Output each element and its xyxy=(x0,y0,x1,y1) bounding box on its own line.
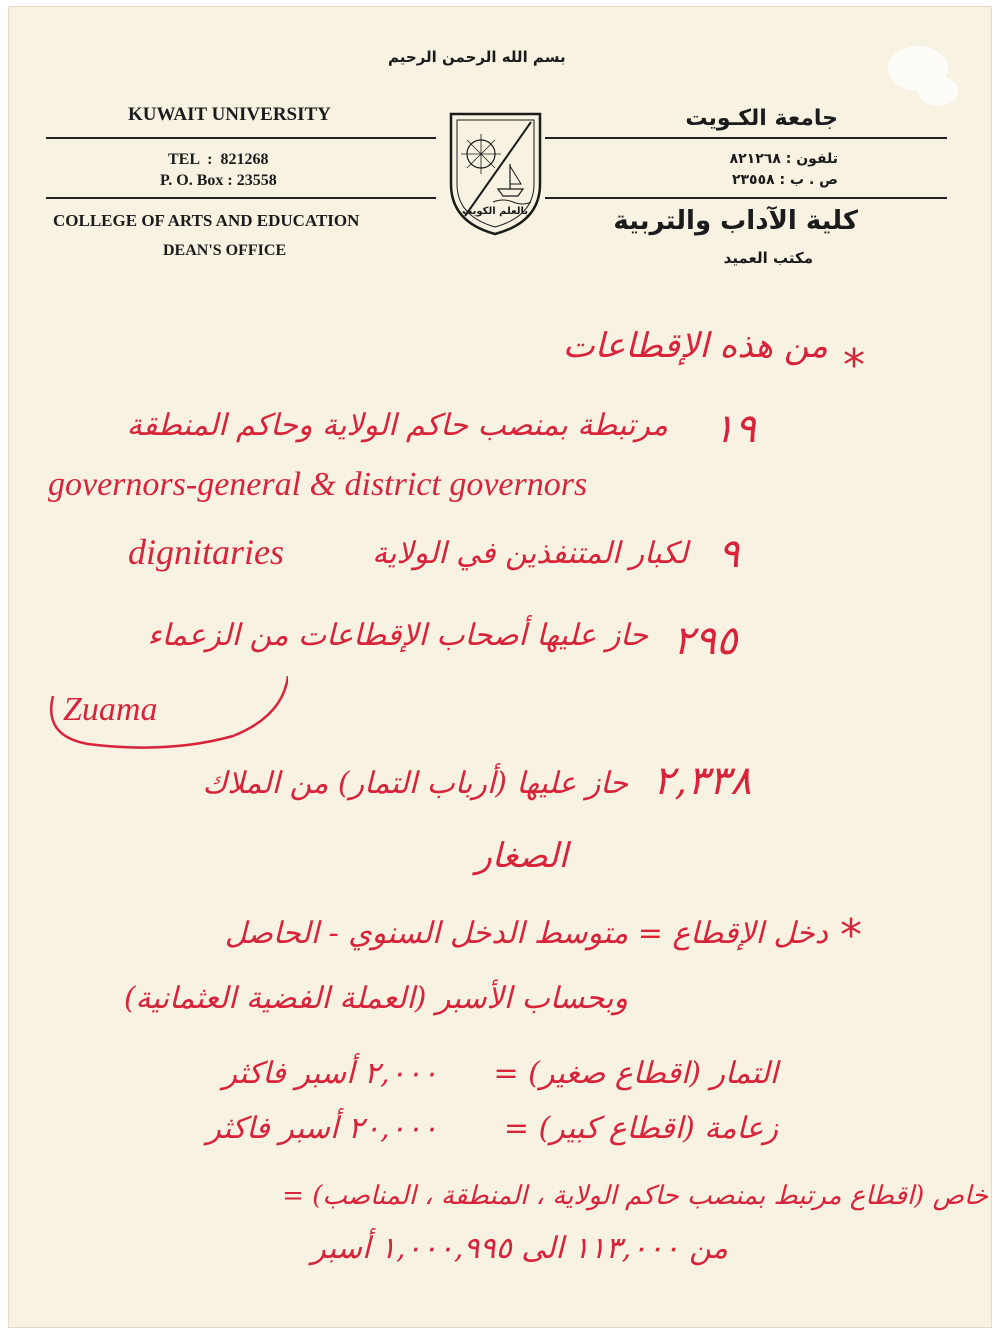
zuama-underline xyxy=(38,666,288,766)
count-19: ١٩ xyxy=(713,406,756,452)
line-5-continuation: الصغار xyxy=(475,836,568,876)
bullet-star-1: * xyxy=(843,340,865,391)
college-name-en: COLLEGE OF ARTS AND EDUCATION xyxy=(53,211,360,230)
header-rule-mid xyxy=(46,197,436,199)
pobox-ar: ص . ب : ٢٣٥٥٨ xyxy=(731,172,838,188)
dean-office-ar: مكتب العميد xyxy=(723,249,813,267)
has-label: خاص (اقطاع مرتبط بمنصب حاكم الولاية ، المنطقة ، المناصب) = xyxy=(282,1181,988,1211)
basmala: بسم الله الرحمن الرحيم xyxy=(388,48,566,66)
notes-heading-2-cont: وبحساب الأسبر (العملة الفضية العثمانية) xyxy=(123,981,628,1016)
count-295: ٢٩٥ xyxy=(673,618,738,664)
college-name-ar: كلية الآداب والتربية xyxy=(613,206,858,236)
telephone-ar: تلفون : ٨٢١٢٦٨ xyxy=(729,151,838,167)
line-5-text: حاز عليها (أرباب التمار) من الملاك xyxy=(202,766,628,801)
timar-label: التمار (اقطاع صغير) = xyxy=(493,1056,778,1091)
count-9: ٩ xyxy=(718,531,740,577)
line-3-text-en: dignitaries xyxy=(128,532,285,572)
university-name-en: KUWAIT UNIVERSITY xyxy=(128,104,331,125)
letterhead-paper xyxy=(8,6,992,1328)
zeamet-label: زعامة (اقطاع كبير) = xyxy=(503,1111,778,1146)
line-1-text: مرتبطة بمنصب حاكم الولاية وحاكم المنطقة xyxy=(126,408,668,443)
university-seal xyxy=(443,104,548,239)
line-2-english: governors-general & district governors xyxy=(48,466,588,503)
count-2338: ٢,٣٣٨ xyxy=(653,758,752,804)
dean-office-en: DEAN'S OFFICE xyxy=(163,242,287,259)
notes-heading-1: من هذه الإقطاعات xyxy=(562,326,828,366)
header-rule-top-right xyxy=(545,137,947,139)
line-3-text-ar: لكبار المتنفذين في الولاية xyxy=(372,536,688,571)
header-rule-top xyxy=(46,137,436,139)
pobox-en: P. O. Box : 23558 xyxy=(160,172,277,189)
header-rule-mid-right xyxy=(545,197,947,199)
line-4-zuama: Zuama xyxy=(63,691,158,728)
bullet-star-2: * xyxy=(840,910,862,961)
line-4-text: حاز عليها أصحاب الإقطاعات من الزعماء xyxy=(147,618,648,653)
has-range: من ١١٣,٠٠٠ الى ١,٠٠٠,٩٩٥ أسبر xyxy=(311,1231,728,1266)
notes-heading-2: دخل الإقطاع = متوسط الدخل السنوي - الحاصل xyxy=(224,916,828,951)
seal-motto: بالعلم الكويت xyxy=(462,206,528,217)
timar-value: ٢,٠٠٠ أسبر فاكثر xyxy=(222,1056,438,1091)
paper-stain xyxy=(918,76,958,106)
university-name-ar: جامعة الكـويت xyxy=(685,106,838,131)
telephone-en: TEL : 821268 xyxy=(168,151,269,168)
zeamet-value: ٢٠,٠٠٠ أسبر فاكثر xyxy=(206,1111,438,1146)
